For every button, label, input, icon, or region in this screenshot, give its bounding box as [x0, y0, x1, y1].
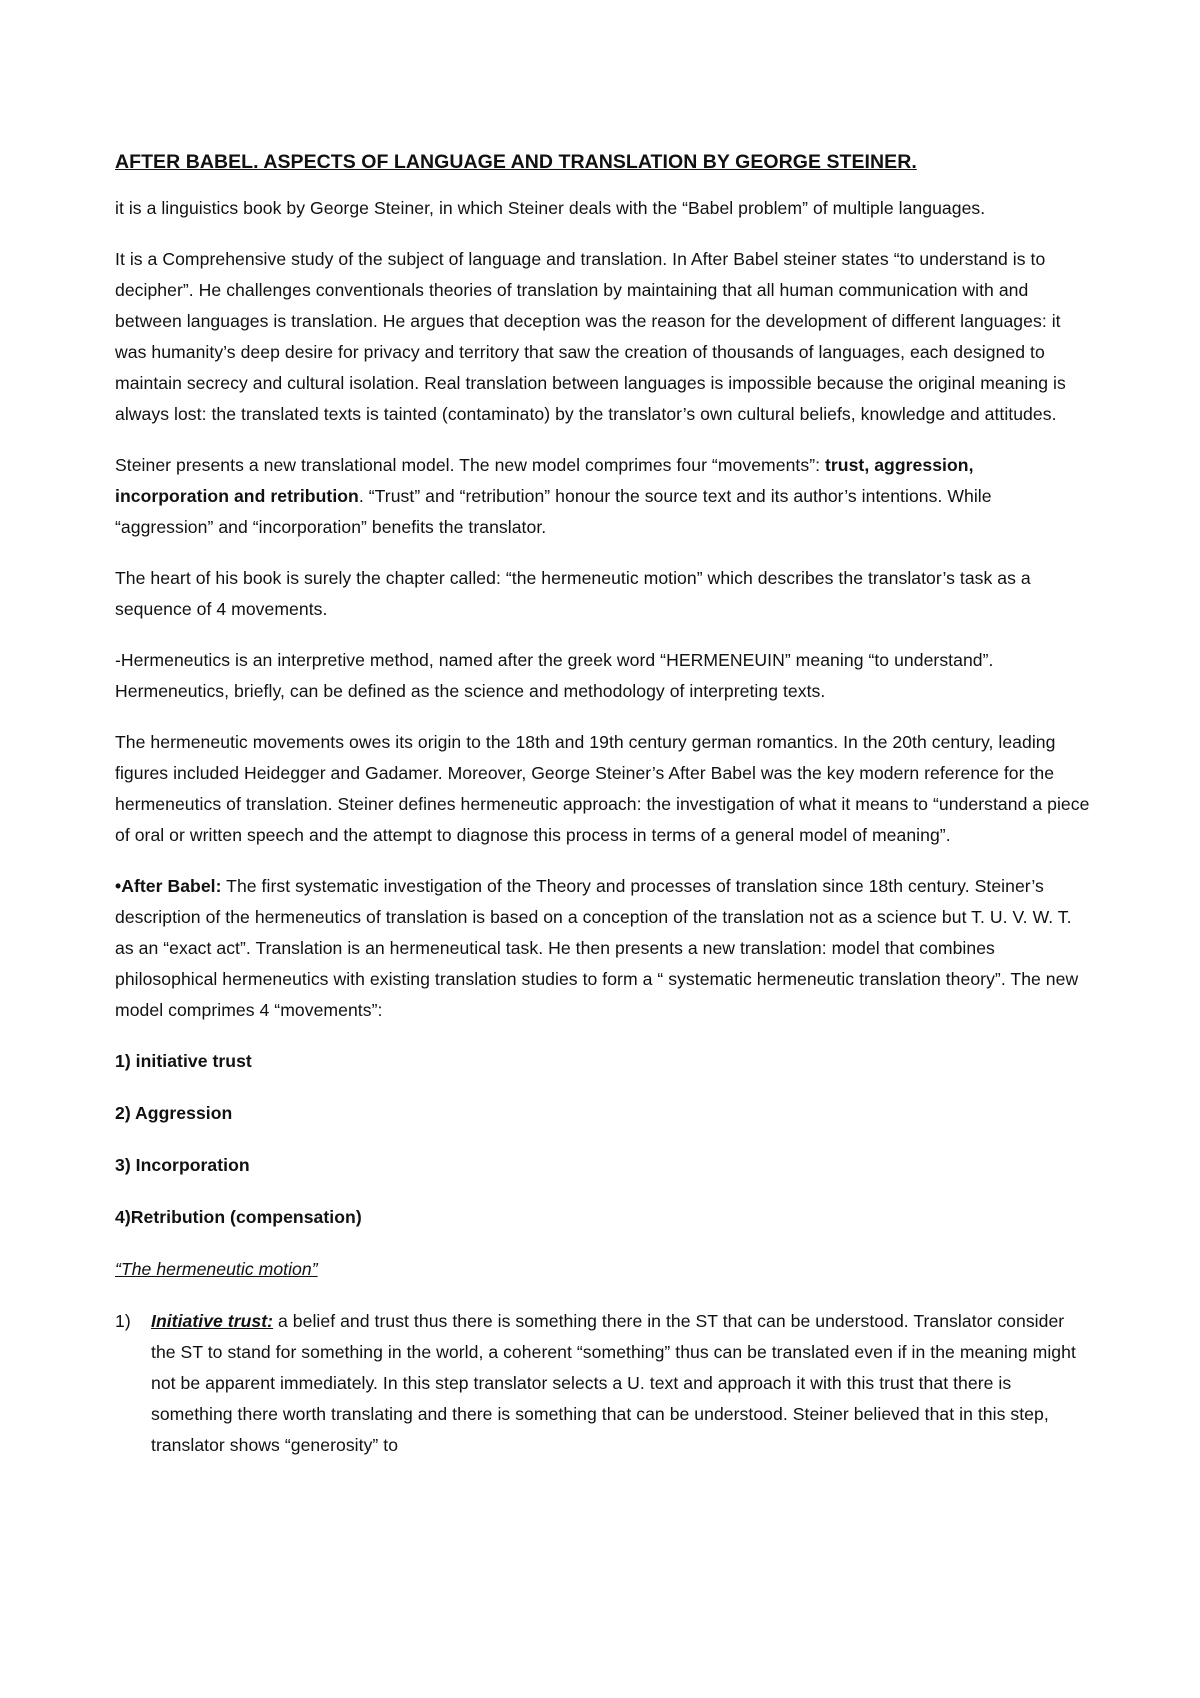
movement-item: 1) initiative trust	[115, 1051, 252, 1071]
numbered-item	[115, 1306, 1090, 1461]
movement-item: 4)Retribution (compensation)	[115, 1207, 362, 1227]
numbered-item-term: Initiative trust:	[151, 1311, 274, 1331]
origin-paragraph: The hermeneutic movements owes its origin to the 18th and 19th century german romantics. In the 20th century, leading figures included Heidegger and Gadamer. Moreover, George Steiner’s After Babel was the key modern reference for the hermeneutics of translation. Steiner defines hermeneutic approach: the investigation of what it means to “understand a piece of oral or written speech and the attempt to diagnose this process in terms of a general model of meaning”.	[115, 732, 1090, 845]
numbered-item-text: a belief and trust thus there is something there in the ST that can be understood. Translator consider the ST to stand for something in the world, a coherent “something” thus can be translated even if in the meaning might not be apparent immediately. In this step translator selects a U. text and approach it with this trust that there is something there worth translating and there is something that can be understood. Steiner believed that in this step, translator shows “generosity” to	[151, 1311, 1076, 1455]
model-paragraph-bold: trust, aggression, incorporation and retribution	[115, 455, 974, 506]
document-body	[115, 148, 1090, 1461]
model-paragraph-after: . “Trust” and “retribution” honour the source text and its author’s intentions. While “aggression” and “incorporation” benefits the translator.	[115, 486, 992, 537]
bullet-lead: After Babel:	[121, 876, 222, 896]
heart-paragraph: The heart of his book is surely the chapter called: “the hermeneutic motion” which describes the translator’s task as a sequence of 4 movements.	[115, 568, 1031, 619]
document-title: AFTER BABEL. ASPECTS OF LANGUAGE AND TRANSLATION BY GEORGE STEINER.	[115, 151, 917, 173]
intro-paragraph: it is a linguistics book by George Steiner, in which Steiner deals with the “Babel problem” of multiple languages.	[115, 198, 986, 218]
bullet-glyph: •	[115, 876, 122, 896]
model-paragraph-before: Steiner presents a new translational model. The new model comprimes four “movements”:	[115, 455, 825, 475]
numbered-item-number: 1)	[115, 1311, 131, 1331]
section-heading: “The hermeneutic motion”	[115, 1259, 318, 1279]
movement-item: 3) Incorporation	[115, 1155, 250, 1175]
study-paragraph: It is a Comprehensive study of the subject of language and translation. In After Babel steiner states “to understand is to decipher”. He challenges conventionals theories of translation by maintaining that all human communication with and between languages is translation. He argues that deception was the reason for the development of different languages: it was humanity’s deep desire for privacy and territory that saw the creation of thousands of languages, each designed to maintain secrecy and cultural isolation. Real translation between languages is impossible because the original meaning is always lost: the translated texts is tainted (contaminato) by the translator’s own cultural beliefs, knowledge and attitudes.	[115, 249, 1066, 424]
bullet-paragraph	[115, 871, 1090, 1026]
numbered-item-body	[151, 1306, 1090, 1461]
bullet-text: The first systematic investigation of the Theory and processes of translation since 18th century. Steiner’s description of the hermeneutics of translation is based on a conception of the translation not as a science but T. U. V. W. T. as an “exact act”. Translation is an hermeneutical task. He then presents a new translation: model that combines philosophical hermeneutics with existing translation studies to form a “ systematic hermeneutic translation theory”. The new model comprimes 4 “movements”:	[115, 876, 1079, 1020]
hermeneutics-paragraph: -Hermeneutics is an interpretive method, named after the greek word “HERMENEUIN” meaning “to understand”. Hermeneutics, briefly, can be defined as the science and methodology of interpreting texts.	[115, 650, 994, 701]
model-paragraph	[115, 450, 1090, 543]
movement-item: 2) Aggression	[115, 1103, 233, 1123]
